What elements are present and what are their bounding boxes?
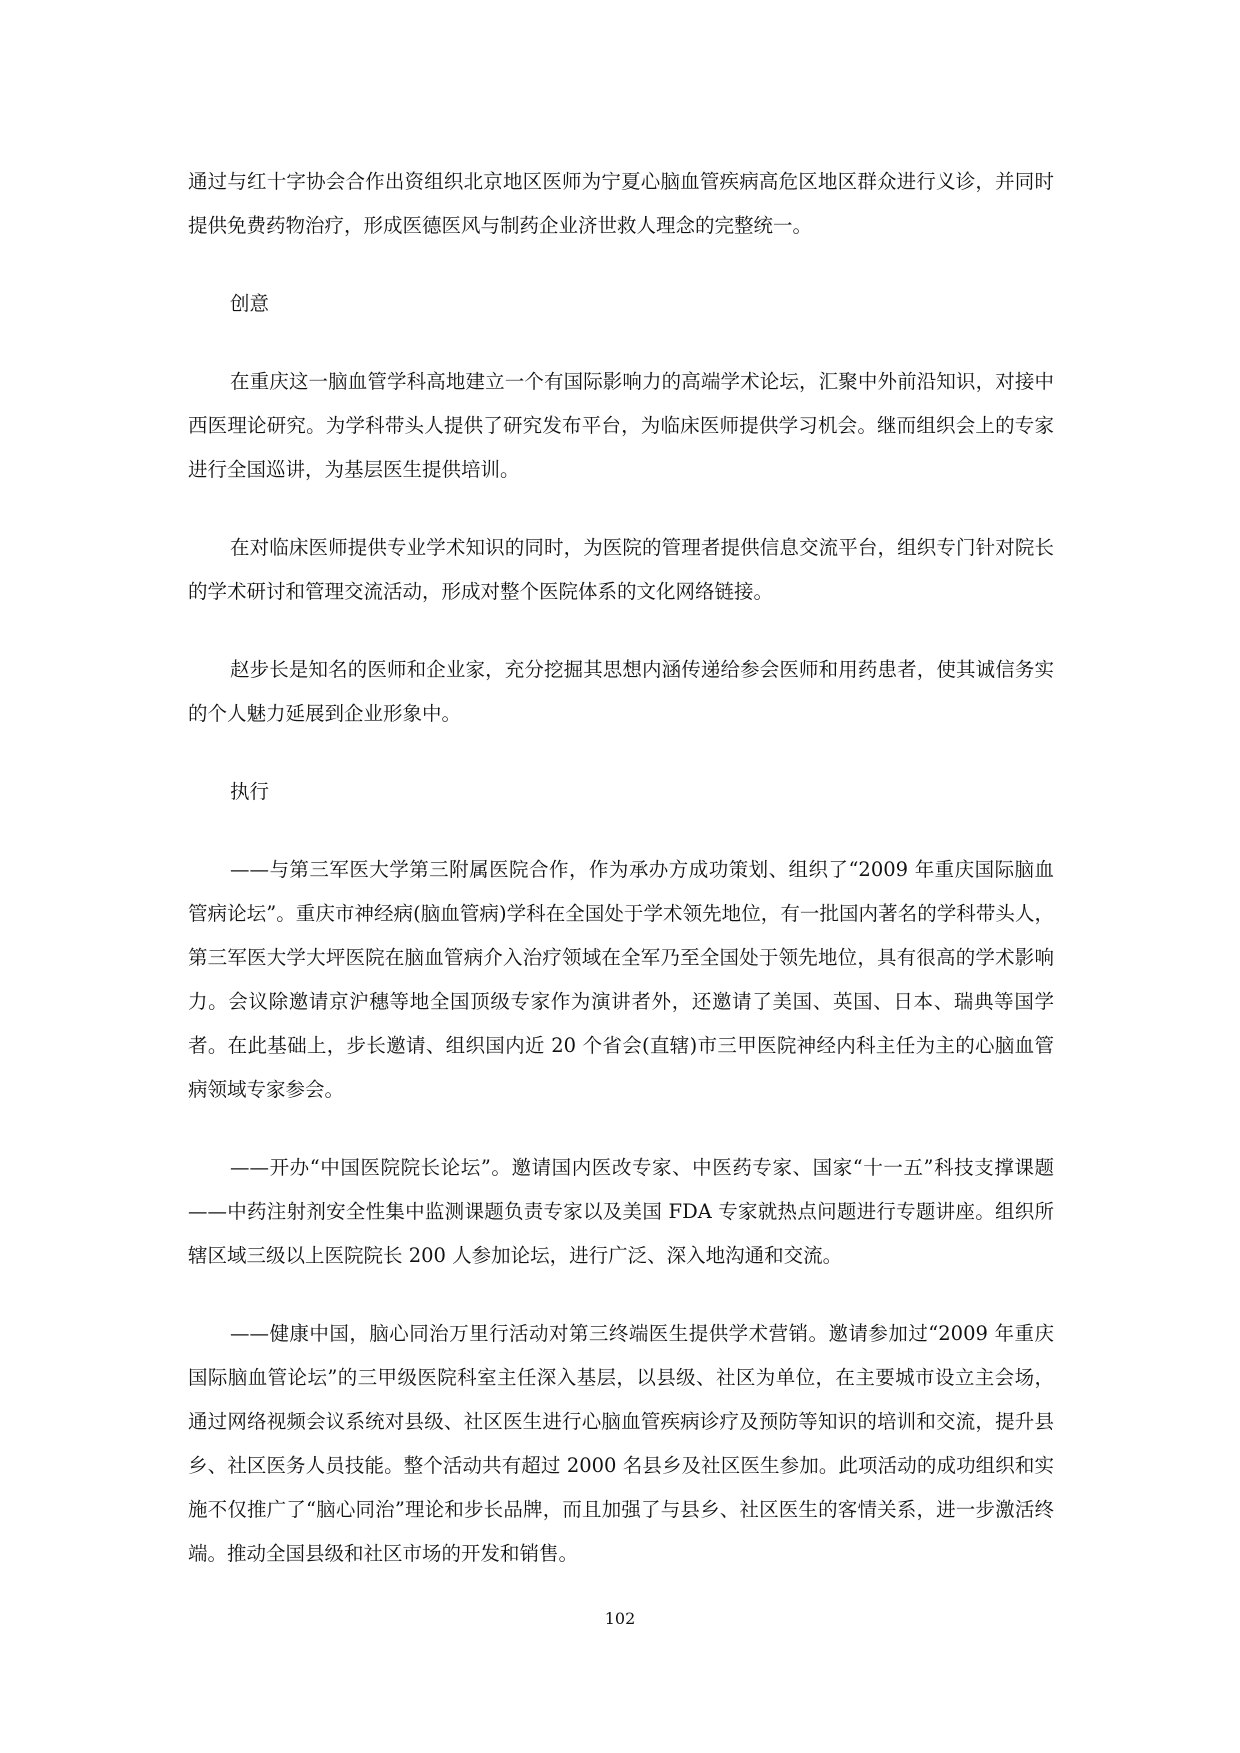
paragraph-execution-1: ——与第三军医大学第三附属医院合作，作为承办方成功策划、组织了“2009 年重庆国际脑血管病论坛”。重庆市神经病(脑血管病)学科在全国处于学术领先地位，有一批国内著名的学科带头人，第三军医大学大坪医院在脑血管病介入治疗领域在全军乃至全国处于领先地位，具有很高的学术影响力。会议除邀请京沪穗等地全国顶级专家作为演讲者外，还邀请了美国、英国、日本、瑞典等国学者。在此基础上，步长邀请、组织国内近 20 个省会(直辖)市三甲医院神经内科主任为主的心脑血管病领域专家参会。 <box>188 858 1054 1101</box>
paragraph-creative-3: 赵步长是知名的医师和企业家，充分挖掘其思想内涵传递给参会医师和用药患者，使其诚信务实的个人魅力延展到企业形象中。 <box>188 658 1054 725</box>
paragraph-creative-1: 在重庆这一脑血管学科高地建立一个有国际影响力的高端学术论坛，汇聚中外前沿知识，对接中西医理论研究。为学科带头人提供了研究发布平台，为临床医师提供学习机会。继而组织会上的专家进行全国巡讲，为基层医生提供培训。 <box>188 370 1054 481</box>
paragraph-creative-2: 在对临床医师提供专业学术知识的同时，为医院的管理者提供信息交流平台，组织专门针对院长的学术研讨和管理交流活动，形成对整个医院体系的文化网络链接。 <box>188 536 1054 603</box>
document-body <box>188 160 1054 1610</box>
section-heading-execution: 执行 <box>230 780 270 803</box>
paragraph-intro: 通过与红十字协会合作出资组织北京地区医师为宁夏心脑血管疾病高危区地区群众进行义诊，并同时提供免费药物治疗，形成医德医风与制药企业济世救人理念的完整统一。 <box>188 170 1054 237</box>
section-heading-creative: 创意 <box>230 292 270 315</box>
page-number: 102 <box>604 1609 636 1628</box>
paragraph-execution-2: ——开办“中国医院院长论坛”。邀请国内医改专家、中医药专家、国家“十一五”科技支撑课题——中药注射剂安全性集中监测课题负责专家以及美国 FDA 专家就热点问题进行专题讲座。组织所辖区域三级以上医院院长 200 人参加论坛，进行广泛、深入地沟通和交流。 <box>188 1156 1054 1267</box>
paragraph-execution-3: ——健康中国，脑心同治万里行活动对第三终端医生提供学术营销。邀请参加过“2009 年重庆国际脑血管论坛”的三甲级医院科室主任深入基层，以县级、社区为单位，在主要城市设立主会场，通过网络视频会议系统对县级、社区医生进行心脑血管疾病诊疗及预防等知识的培训和交流，提升县乡、社区医务人员技能。整个活动共有超过 2000 名县乡及社区医生参加。此项活动的成功组织和实施不仅推广了“脑心同治”理论和步长品牌，而且加强了与县乡、社区医生的客情关系，进一步激活终端。推动全国县级和社区市场的开发和销售。 <box>188 1322 1054 1565</box>
